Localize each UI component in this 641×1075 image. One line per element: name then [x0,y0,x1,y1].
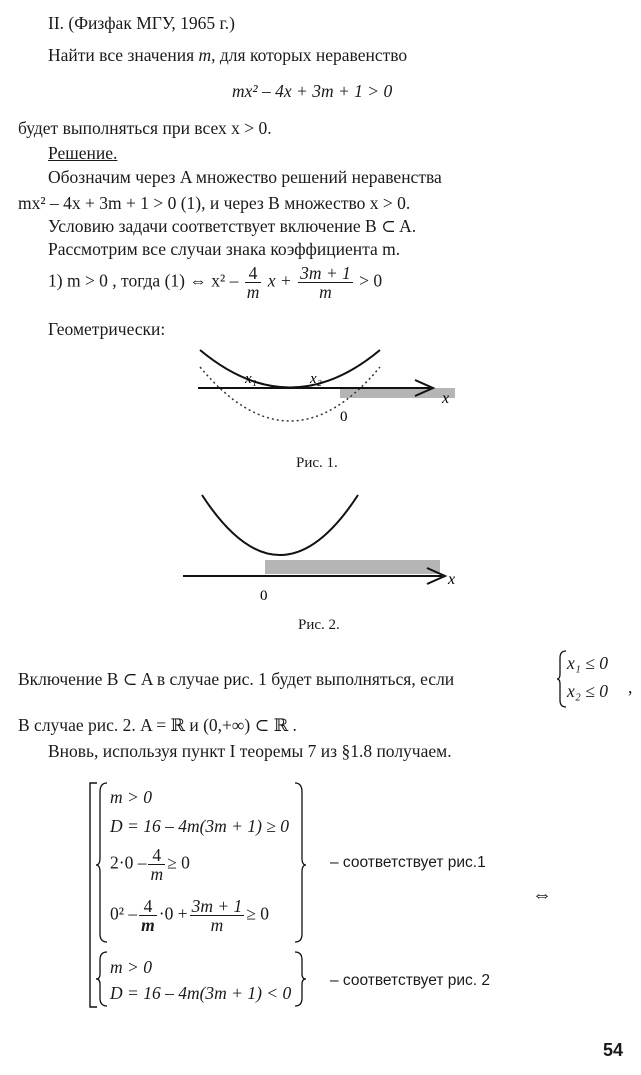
equivalence-sign: ⇔ [532,884,552,906]
outer-square-bracket [90,783,97,1007]
system-row-6: D = 16 – 4m(3m + 1) < 0 [110,983,292,1003]
system-row-2: D = 16 – 4m(3m + 1) ≥ 0 [110,816,290,836]
parabola-solid [202,495,358,555]
task-text: Найти все значения [48,45,195,65]
row3-suffix: ≥ 0 [167,852,190,873]
task-statement [48,44,407,66]
inclusion-text: Включение B ⊂ A в случае рис. 1 будет выполняться, если [18,669,455,689]
solution-paragraph-3: Рассмотрим все случаи знака коэффициента m. [48,239,401,259]
system-row-4 [110,897,269,934]
system-line-2: x₂ ≤ 0 [567,681,608,701]
system-row-1: m > 0 [110,787,152,807]
figure-2 [180,490,470,610]
solution-paragraph-1a: Обозначим через A множество решений неравенства [48,167,442,187]
label-x2: x₂ [310,371,322,387]
case2-text: В случае рис. 2. A = ℝ и (0,+∞) ⊂ ℝ . [18,715,297,735]
label-x1: x₁ [245,371,257,387]
system-comma: , [628,677,633,697]
system-note-2: – соответствует рис. 2 [330,972,491,989]
case1-equivalence [48,264,382,301]
figure-1 [190,345,470,445]
page-number: 54 [603,1040,624,1060]
task-text-tail: , для которых неравенство [211,45,408,65]
shaded-region [265,560,440,574]
curly-brace-right-1 [295,783,306,942]
label-zero: 0 [340,409,348,425]
condition-text: будет выполняться при всех x > 0. [18,118,272,138]
curly-brace-left-1 [96,783,107,942]
figure-2-caption: Рис. 2. [298,617,340,633]
curly-brace-left-2 [96,952,107,1006]
row3-fraction: $\frac{4}{m}$ [150,845,164,884]
problem-source: II. (Физфак МГУ, 1965 г.) [48,13,235,33]
system-note-1: – соответствует рис.1 [330,854,486,871]
solution-paragraph-1b: mx² – 4x + 3m + 1 > 0 (1), и через B множество x > 0. [18,193,411,213]
row4-suffix: ≥ 0 [246,903,270,924]
case1-prefix: 1) m > 0 , тогда (1) ⇔ x² – [48,270,239,291]
row4-prefix: 0² – [110,903,138,924]
geometric-label: Геометрически: [48,319,166,339]
shaded-region [340,388,455,398]
label-zero: 0 [260,588,268,604]
system-row-3 [110,846,190,883]
solution-heading: Решение. [48,143,118,163]
again-text: Вновь, используя пункт I теоремы 7 из §1.8 получаем. [48,741,452,761]
solution-paragraph-2: Условию задачи соответствует включение B ⊂ A. [48,216,417,236]
row3-prefix: 2·0 – [110,852,147,873]
system-line-1: x₁ ≤ 0 [567,653,608,673]
case1-fraction-1: $\frac{4}{m}$ [246,263,260,302]
task-variable: m [198,45,212,65]
figure-1-caption: Рис. 1. [296,455,338,471]
row4-mid: ·0 + [158,903,188,924]
label-axis-x: x [448,571,456,588]
system-row-5: m > 0 [110,957,152,977]
row4-fraction-2: $\frac{3m + 1}{m}$ [191,896,243,935]
label-axis-x: x [442,390,450,407]
case1-fraction-2: $\frac{3m + 1}{m}$ [300,263,351,302]
main-inequality: mx² – 4x + 3m + 1 > 0 [232,81,393,101]
case1-mid: x + [267,270,292,291]
curly-brace-right-2 [295,952,306,1006]
row4-fraction-1: $\frac{4}{m}$ [141,896,155,935]
case1-suffix: > 0 [359,270,383,291]
parabola-solid [200,350,380,388]
